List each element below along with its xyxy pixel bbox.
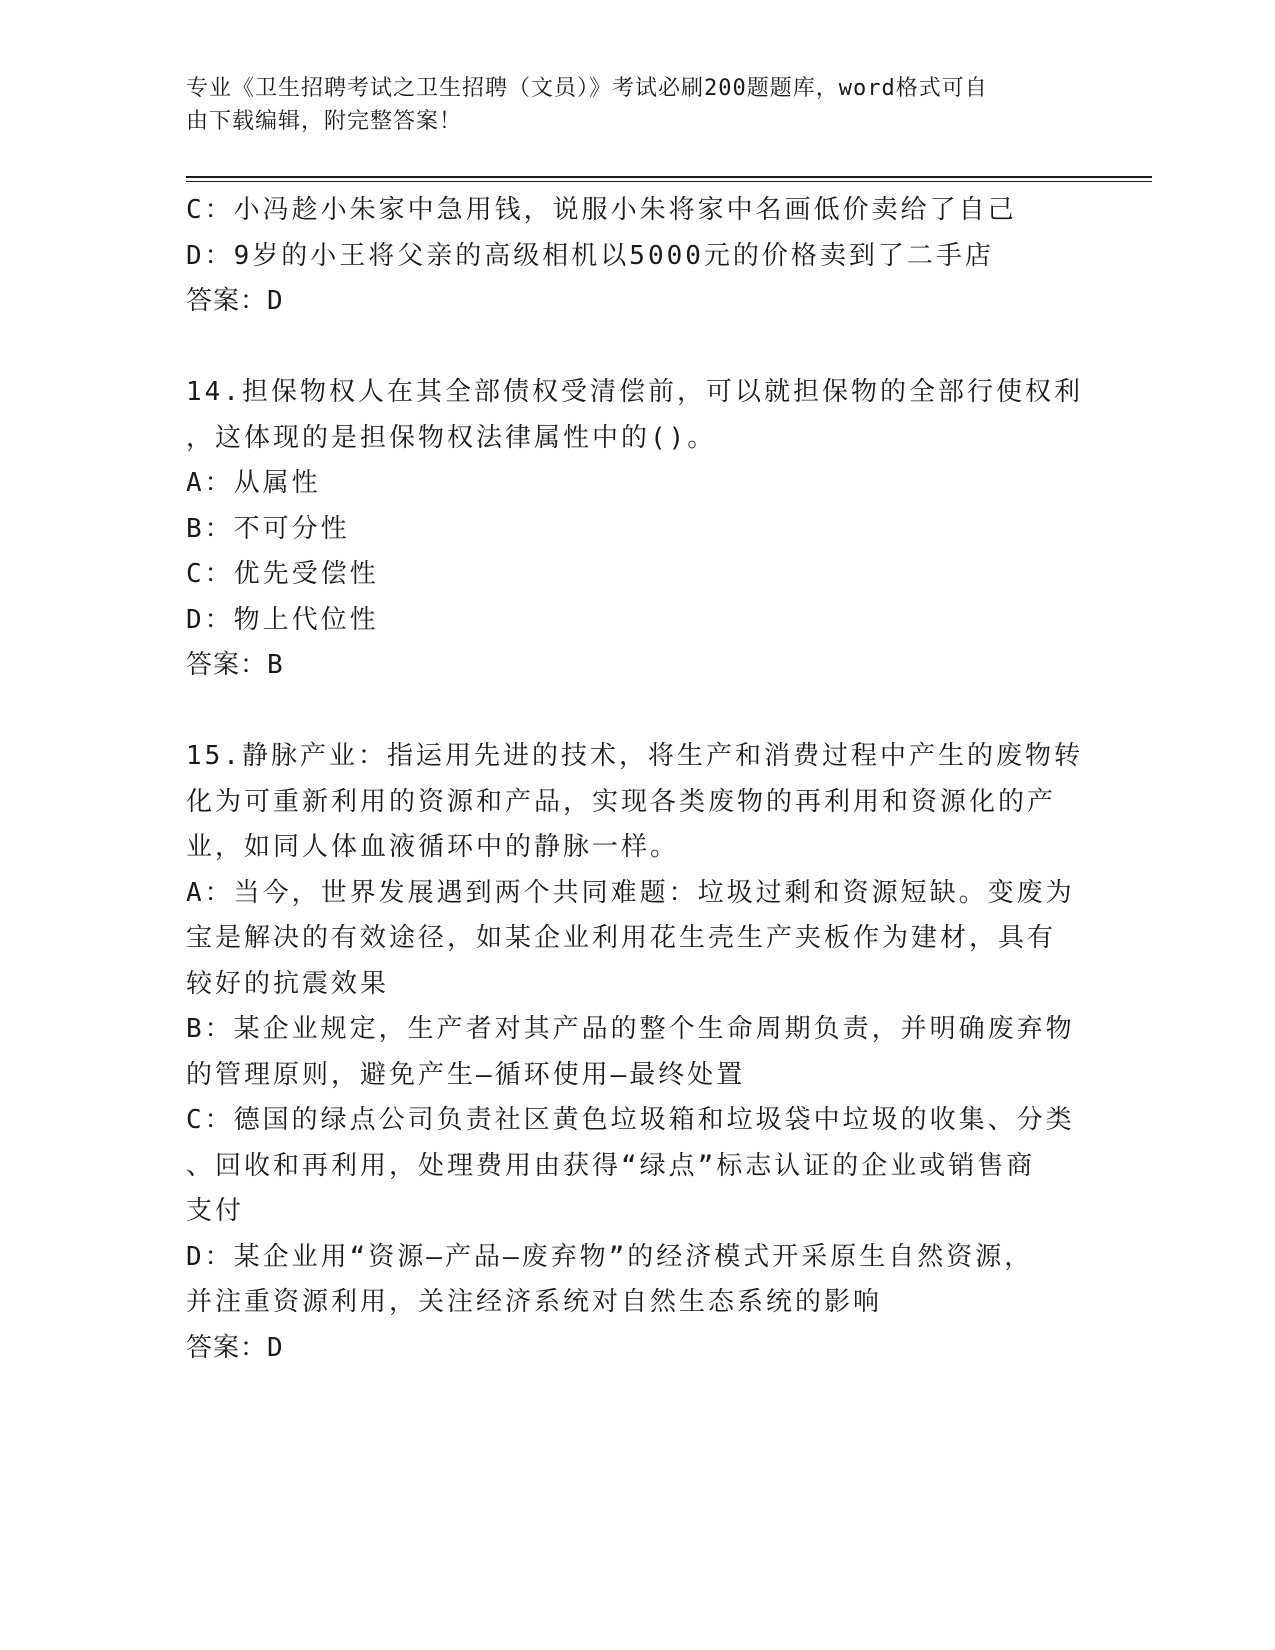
question-14 bbox=[186, 370, 1086, 689]
option-a-continued: 宝是解决的有效途径，如某企业利用花生壳生产夹板作为建材，具有 bbox=[186, 923, 1057, 953]
option-a-continued: 较好的抗震效果 bbox=[186, 968, 390, 999]
document-body bbox=[186, 188, 1086, 1371]
question-stem-continued: 化为可重新利用的资源和产品，实现各类废物的再利用和资源化的产 bbox=[186, 786, 1057, 817]
question-13-tail bbox=[186, 188, 1086, 325]
option-d: D：9岁的小王将父亲的高级相机以5000元的价格卖到了二手店 bbox=[186, 240, 994, 271]
option-c: C：德国的绿点公司负责社区黄色垃圾箱和垃圾袋中垃圾的收集、分类 bbox=[186, 1105, 1075, 1135]
question-spacer bbox=[186, 325, 1086, 371]
answer-line: 答案：B bbox=[186, 650, 284, 680]
question-stem: 15.静脉产业：指运用先进的技术，将生产和消费过程中产生的废物转 bbox=[186, 741, 1083, 771]
option-b-continued: 的管理原则，避免产生—循环使用—最终处置 bbox=[186, 1059, 746, 1090]
header-divider-thin bbox=[186, 181, 1152, 182]
header-line-2: 由下载编辑，附完整答案！ bbox=[186, 109, 463, 134]
option-c: C：优先受偿性 bbox=[186, 559, 379, 589]
question-spacer bbox=[186, 689, 1086, 735]
option-b: B：不可分性 bbox=[186, 513, 350, 544]
header-line-1: 专业《卫生招聘考试之卫生招聘（文员）》考试必刷200题题库，word格式可自 bbox=[186, 76, 988, 101]
question-stem-continued: ，这体现的是担保物权法律属性中的()。 bbox=[186, 422, 717, 453]
header-divider-thick bbox=[186, 176, 1152, 178]
answer-line: 答案：D bbox=[186, 1332, 284, 1363]
option-c-continued: 、回收和再利用，处理费用由获得“绿点”标志认证的企业或销售商 bbox=[186, 1150, 1036, 1181]
answer-line: 答案：D bbox=[186, 286, 284, 316]
option-a: A：当今，世界发展遇到两个共同难题：垃圾过剩和资源短缺。变废为 bbox=[186, 877, 1075, 908]
question-stem: 14.担保物权人在其全部债权受清偿前，可以就担保物的全部行使权利 bbox=[186, 377, 1083, 407]
option-d: D：某企业用“资源—产品—废弃物”的经济模式开采原生自然资源， bbox=[186, 1241, 1034, 1272]
option-c: C：小冯趁小朱家中急用钱，说服小朱将家中名画低价卖给了自己 bbox=[186, 195, 1017, 225]
option-d-continued: 并注重资源利用，关注经济系统对自然生态系统的影响 bbox=[186, 1287, 883, 1317]
option-a: A：从属性 bbox=[186, 468, 321, 498]
question-15 bbox=[186, 734, 1086, 1371]
option-d: D：物上代位性 bbox=[186, 604, 379, 635]
question-stem-continued: 业，如同人体血液循环中的静脉一样。 bbox=[186, 832, 680, 862]
option-b: B：某企业规定，生产者对其产品的整个生命周期负责，并明确废弃物 bbox=[186, 1014, 1075, 1044]
document-header bbox=[186, 72, 1066, 138]
option-c-continued: 支付 bbox=[186, 1196, 245, 1226]
